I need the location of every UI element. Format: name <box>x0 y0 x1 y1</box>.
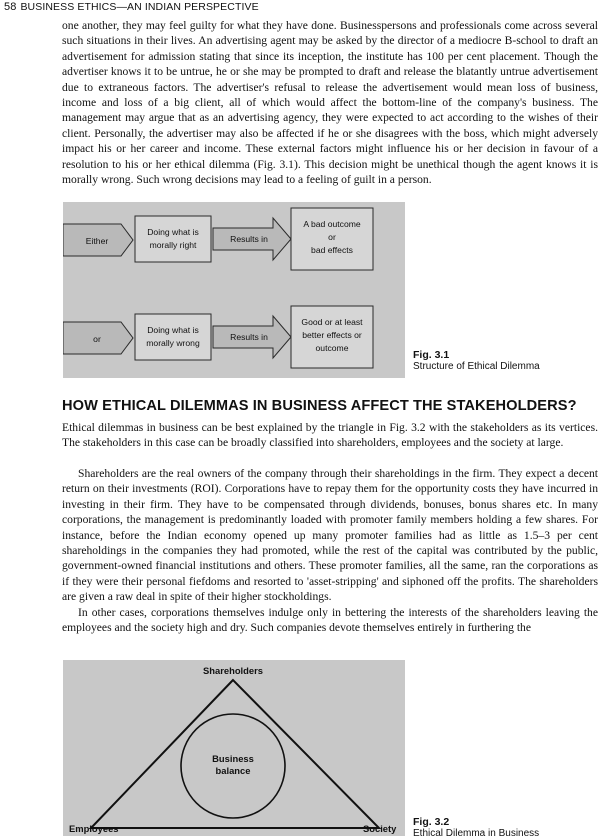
label-good-outcome-1: Good or at least <box>301 317 363 327</box>
paragraph-advertising-example: one another, they may feel guilty for what they have done. Businesspersons and professionals come across several such situations in their lives. An advertising agent may be asked by the director of a mediocre B-school to draft an advertisement for admission stating that since its inception, the institute has 100 per cent placement. Though the advertiser knows it to be untrue, he or she may be prompted to draft and release the blatantly untrue advertisement due to extraneous factors. The advertiser's refusal to release the advertisement would mean loss of business, income and loss of a big client, all of which would affect the bottom-line of the company's business. The management may argue that as an advertising agency, they were expected to act according to the wishes of their client. Personally, the advertiser may also be affected if he or she disagrees with the boss, which might adversely impact his or her career and income. These external factors might influence his or her decision in favour of a resolution to his or her ethical dilemma (Fig. 3.1). This decision might be unethical though the agent knows it is morally wrong. Such wrong decisions may lead to a feeling of guilt in a person. <box>62 19 598 187</box>
label-bad-outcome-2: or <box>328 232 336 242</box>
vertex-employees: Employees <box>69 823 119 834</box>
label-results-in-1: Results in <box>230 234 268 244</box>
center-label-1: Business <box>212 753 254 764</box>
running-title: BUSINESS ETHICS—AN INDIAN PERSPECTIVE <box>20 1 259 13</box>
vertex-society: Society <box>363 823 397 834</box>
figure-3-2 <box>63 660 405 836</box>
center-label-2: balance <box>215 765 251 776</box>
page-number: 58 <box>4 1 17 13</box>
paragraph-stakeholder-triangle: Ethical dilemmas in business can be best explained by the triangle in Fig. 3.2 with the stakeholders as its vertices. The stakeholders in this case can be broadly classified into shareholders, employees and the society at large. <box>62 421 598 450</box>
label-or: or <box>93 334 101 344</box>
label-good-outcome-3: outcome <box>315 343 349 353</box>
figure-3-1-title: Structure of Ethical Dilemma <box>413 361 540 372</box>
section-heading: HOW ETHICAL DILEMMAS IN BUSINESS AFFECT THE STAKEHOLDERS? <box>62 398 577 414</box>
paragraph-other-cases: In other cases, corporations themselves indulge only in bettering the interests of the shareholders leaving the employees and the society high and dry. Such companies devote themselves entirely in furthering the <box>62 606 598 635</box>
figure-3-1 <box>63 202 405 378</box>
label-morally-wrong-2: morally wrong <box>146 338 200 348</box>
stakeholder-triangle-diagram <box>63 660 405 836</box>
label-bad-outcome-1: A bad outcome <box>303 219 361 229</box>
ethical-dilemma-flow-diagram <box>63 202 405 378</box>
box-morally-right <box>135 216 211 262</box>
label-good-outcome-2: better effects or <box>302 330 362 340</box>
label-results-in-2: Results in <box>230 332 268 342</box>
box-morally-wrong <box>135 314 211 360</box>
label-bad-outcome-3: bad effects <box>311 245 353 255</box>
figure-3-2-number: Fig. 3.2 <box>413 816 450 828</box>
running-head <box>4 1 259 13</box>
label-morally-right-1: Doing what is <box>147 227 199 237</box>
figure-3-1-caption <box>413 349 540 372</box>
paragraph-shareholders: Shareholders are the real owners of the company through their shareholdings in the firm. They expect a decent return on their investments (ROI). Corporations have to repay them for the opportunity costs they have incurred in investing in their firm. They have to be compensated through dividends, bonuses, bonus shares etc. In many corporations, the management is predominantly loaded with promoter family members holding a few shares. For instance, before the Indian economy opened up many promoter families had as little as 1.5–3 per cent shareholdings in the companies they had promoted, while the rest of the capital was contributed by the public, government-owned financial institutions and others. These promoter families, all the same, ran the corporations as if they were their personal fiefdoms and resorted to 'asset-stripping' and siphoned off the profits. The shareholders are given a raw deal in spite of their higher stockholdings. <box>62 467 598 604</box>
figure-3-2-title: Ethical Dilemma in Business <box>413 828 540 839</box>
figure-3-2-caption <box>413 816 539 839</box>
label-either: Either <box>85 236 109 246</box>
label-morally-right-2: morally right <box>149 240 197 250</box>
vertex-shareholders: Shareholders <box>203 665 263 676</box>
label-morally-wrong-1: Doing what is <box>147 325 199 335</box>
figure-3-1-number: Fig. 3.1 <box>413 349 450 361</box>
